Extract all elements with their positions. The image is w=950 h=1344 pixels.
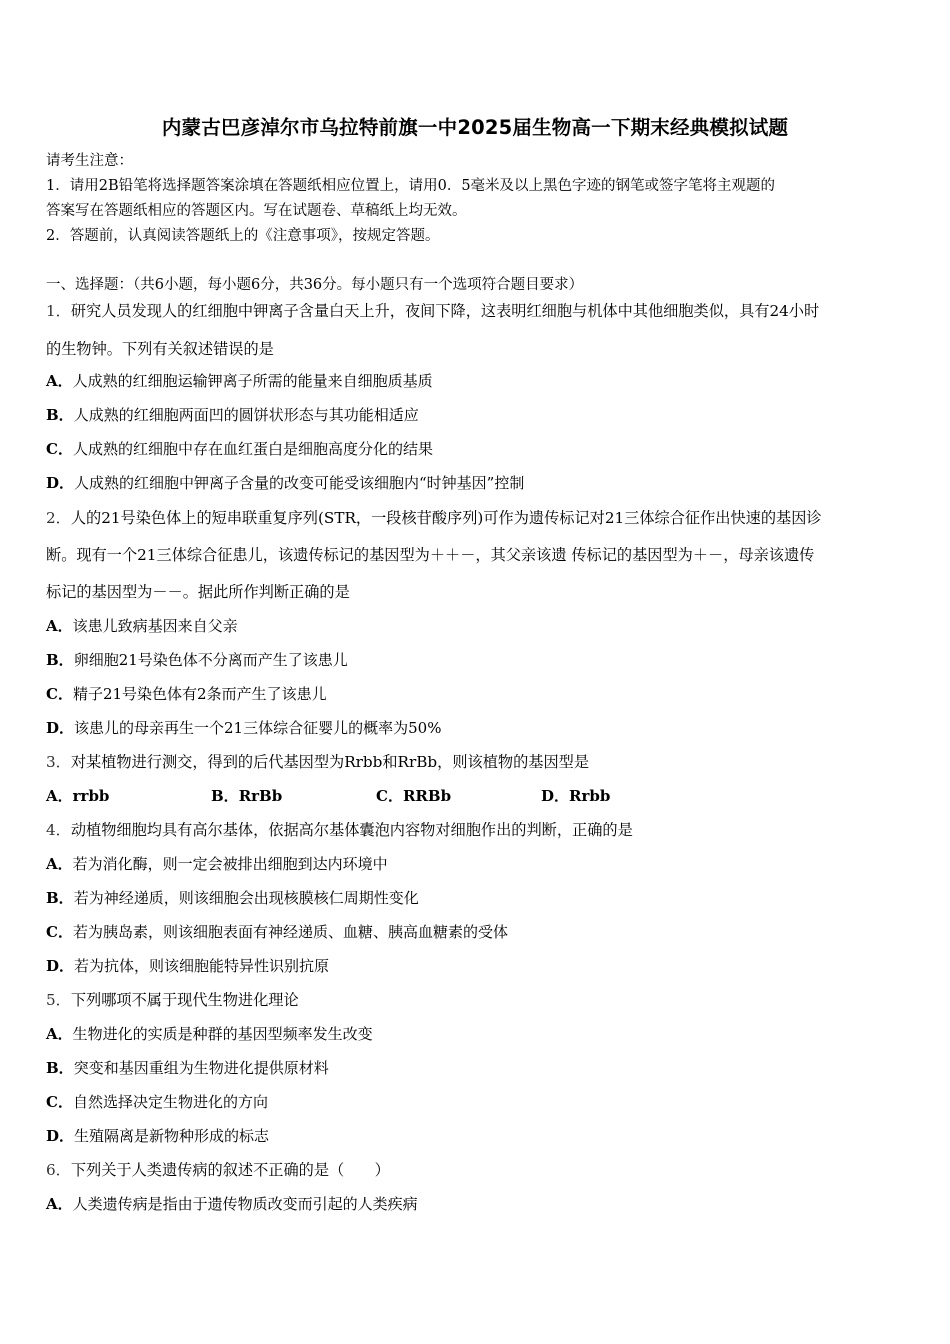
- q5-option-c: C．自然选择决定生物进化的方向: [46, 1093, 268, 1111]
- q5-option-a: A．生物进化的实质是种群的基因型频率发生改变: [46, 1025, 373, 1043]
- question-text: 动植物细胞均具有高尔基体，依据高尔基体囊泡内容物对细胞作出的判断，正确的是: [70, 821, 633, 839]
- question-6-stem: [46, 1160, 390, 1180]
- q2-option-b: B．卵细胞21号染色体不分离而产生了该患儿: [46, 651, 348, 669]
- q6-option-a: A．人类遗传病是指由于遗传物质改变而引起的人类疾病: [46, 1195, 418, 1213]
- q4-option-a: A．若为消化酶，则一定会被排出细胞到达内环境中: [46, 855, 388, 873]
- question-number: 6．: [46, 1161, 71, 1179]
- question-text: 下列关于人类遗传病的叙述不正确的是（ ）: [70, 1161, 390, 1179]
- question-1-stem-cont: 的生物钟。下列有关叙述错误的是: [46, 340, 274, 358]
- question-number: 2．: [46, 509, 71, 527]
- q4-option-d: D．若为抗体，则该细胞能特异性识别抗原: [46, 957, 330, 975]
- question-4-stem: [46, 820, 633, 840]
- q1-option-a: A．人成熟的红细胞运输钾离子所需的能量来自细胞质基质: [46, 372, 433, 390]
- q3-option-b: B．RrBb: [211, 787, 283, 805]
- question-number: 3．: [46, 753, 71, 771]
- exam-title: 内蒙古巴彦淖尔市乌拉特前旗一中2025届生物高一下期末经典模拟试题: [161, 116, 789, 139]
- notice-heading: 请考生注意：: [46, 153, 133, 169]
- question-2-stem-cont: 断。现有一个21三体综合征患儿，该遗传标记的基因型为＋＋－，其父亲该遗 传标记的基因型为＋－，母亲该遗传: [46, 546, 815, 564]
- question-3-stem: [46, 752, 589, 772]
- question-number: 5．: [46, 991, 71, 1009]
- notice-item-1-cont: 答案写在答题纸相应的答题区内。写在试题卷、草稿纸上均无效。: [46, 203, 467, 219]
- q4-option-c: C．若为胰岛素，则该细胞表面有神经递质、血糖、胰高血糖素的受体: [46, 923, 508, 941]
- question-2-stem: [46, 508, 822, 528]
- q5-option-b: B．突变和基因重组为生物进化提供原材料: [46, 1059, 329, 1077]
- q5-option-d: D．生殖隔离是新物种形成的标志: [46, 1127, 270, 1145]
- q4-option-b: B．若为神经递质，则该细胞会出现核膜核仁周期性变化: [46, 889, 419, 907]
- question-text: 研究人员发现人的红细胞中钾离子含量白天上升，夜间下降，这表明红细胞与机体中其他细胞类似，具有24小时: [70, 302, 820, 320]
- q3-option-d: D．Rrbb: [541, 787, 611, 805]
- q3-option-a: A．rrbb: [46, 787, 110, 805]
- notice-item-1: 1．请用2B铅笔将选择题答案涂填在答题纸相应位置上，请用0．5毫米及以上黑色字迹的钢笔或签字笔将主观题的: [46, 178, 776, 194]
- question-text: 下列哪项不属于现代生物进化理论: [70, 991, 299, 1009]
- q1-option-d: D．人成熟的红细胞中钾离子含量的改变可能受该细胞内“时钟基因”控制: [46, 474, 525, 492]
- question-5-stem: [46, 990, 299, 1010]
- question-2-stem-cont2: 标记的基因型为－－。据此所作判断正确的是: [46, 583, 350, 601]
- q2-option-d: D．该患儿的母亲再生一个21三体综合征婴儿的概率为50%: [46, 719, 442, 737]
- q1-option-b: B．人成熟的红细胞两面凹的圆饼状形态与其功能相适应: [46, 406, 419, 424]
- question-number: 1．: [46, 302, 71, 320]
- q3-option-c: C．RRBb: [376, 787, 452, 805]
- question-number: 4．: [46, 821, 71, 839]
- question-1-stem: [46, 301, 819, 321]
- section-heading: 一、选择题：（共6小题，每小题6分，共36分。每小题只有一个选项符合题目要求）: [46, 277, 584, 293]
- question-text: 对某植物进行测交，得到的后代基因型为Rrbb和RrBb，则该植物的基因型是: [70, 753, 590, 771]
- q3-options-row: [46, 786, 706, 806]
- q1-option-c: C．人成熟的红细胞中存在血红蛋白是细胞高度分化的结果: [46, 440, 433, 458]
- question-text: 人的21号染色体上的短串联重复序列(STR，一段核苷酸序列)可作为遗传标记对21三体综合征作出快速的基因诊: [70, 509, 822, 527]
- q2-option-c: C．精子21号染色体有2条而产生了该患儿: [46, 685, 327, 703]
- notice-item-2: 2．答题前，认真阅读答题纸上的《注意事项》，按规定答题。: [46, 228, 440, 244]
- q2-option-a: A．该患儿致病基因来自父亲: [46, 617, 238, 635]
